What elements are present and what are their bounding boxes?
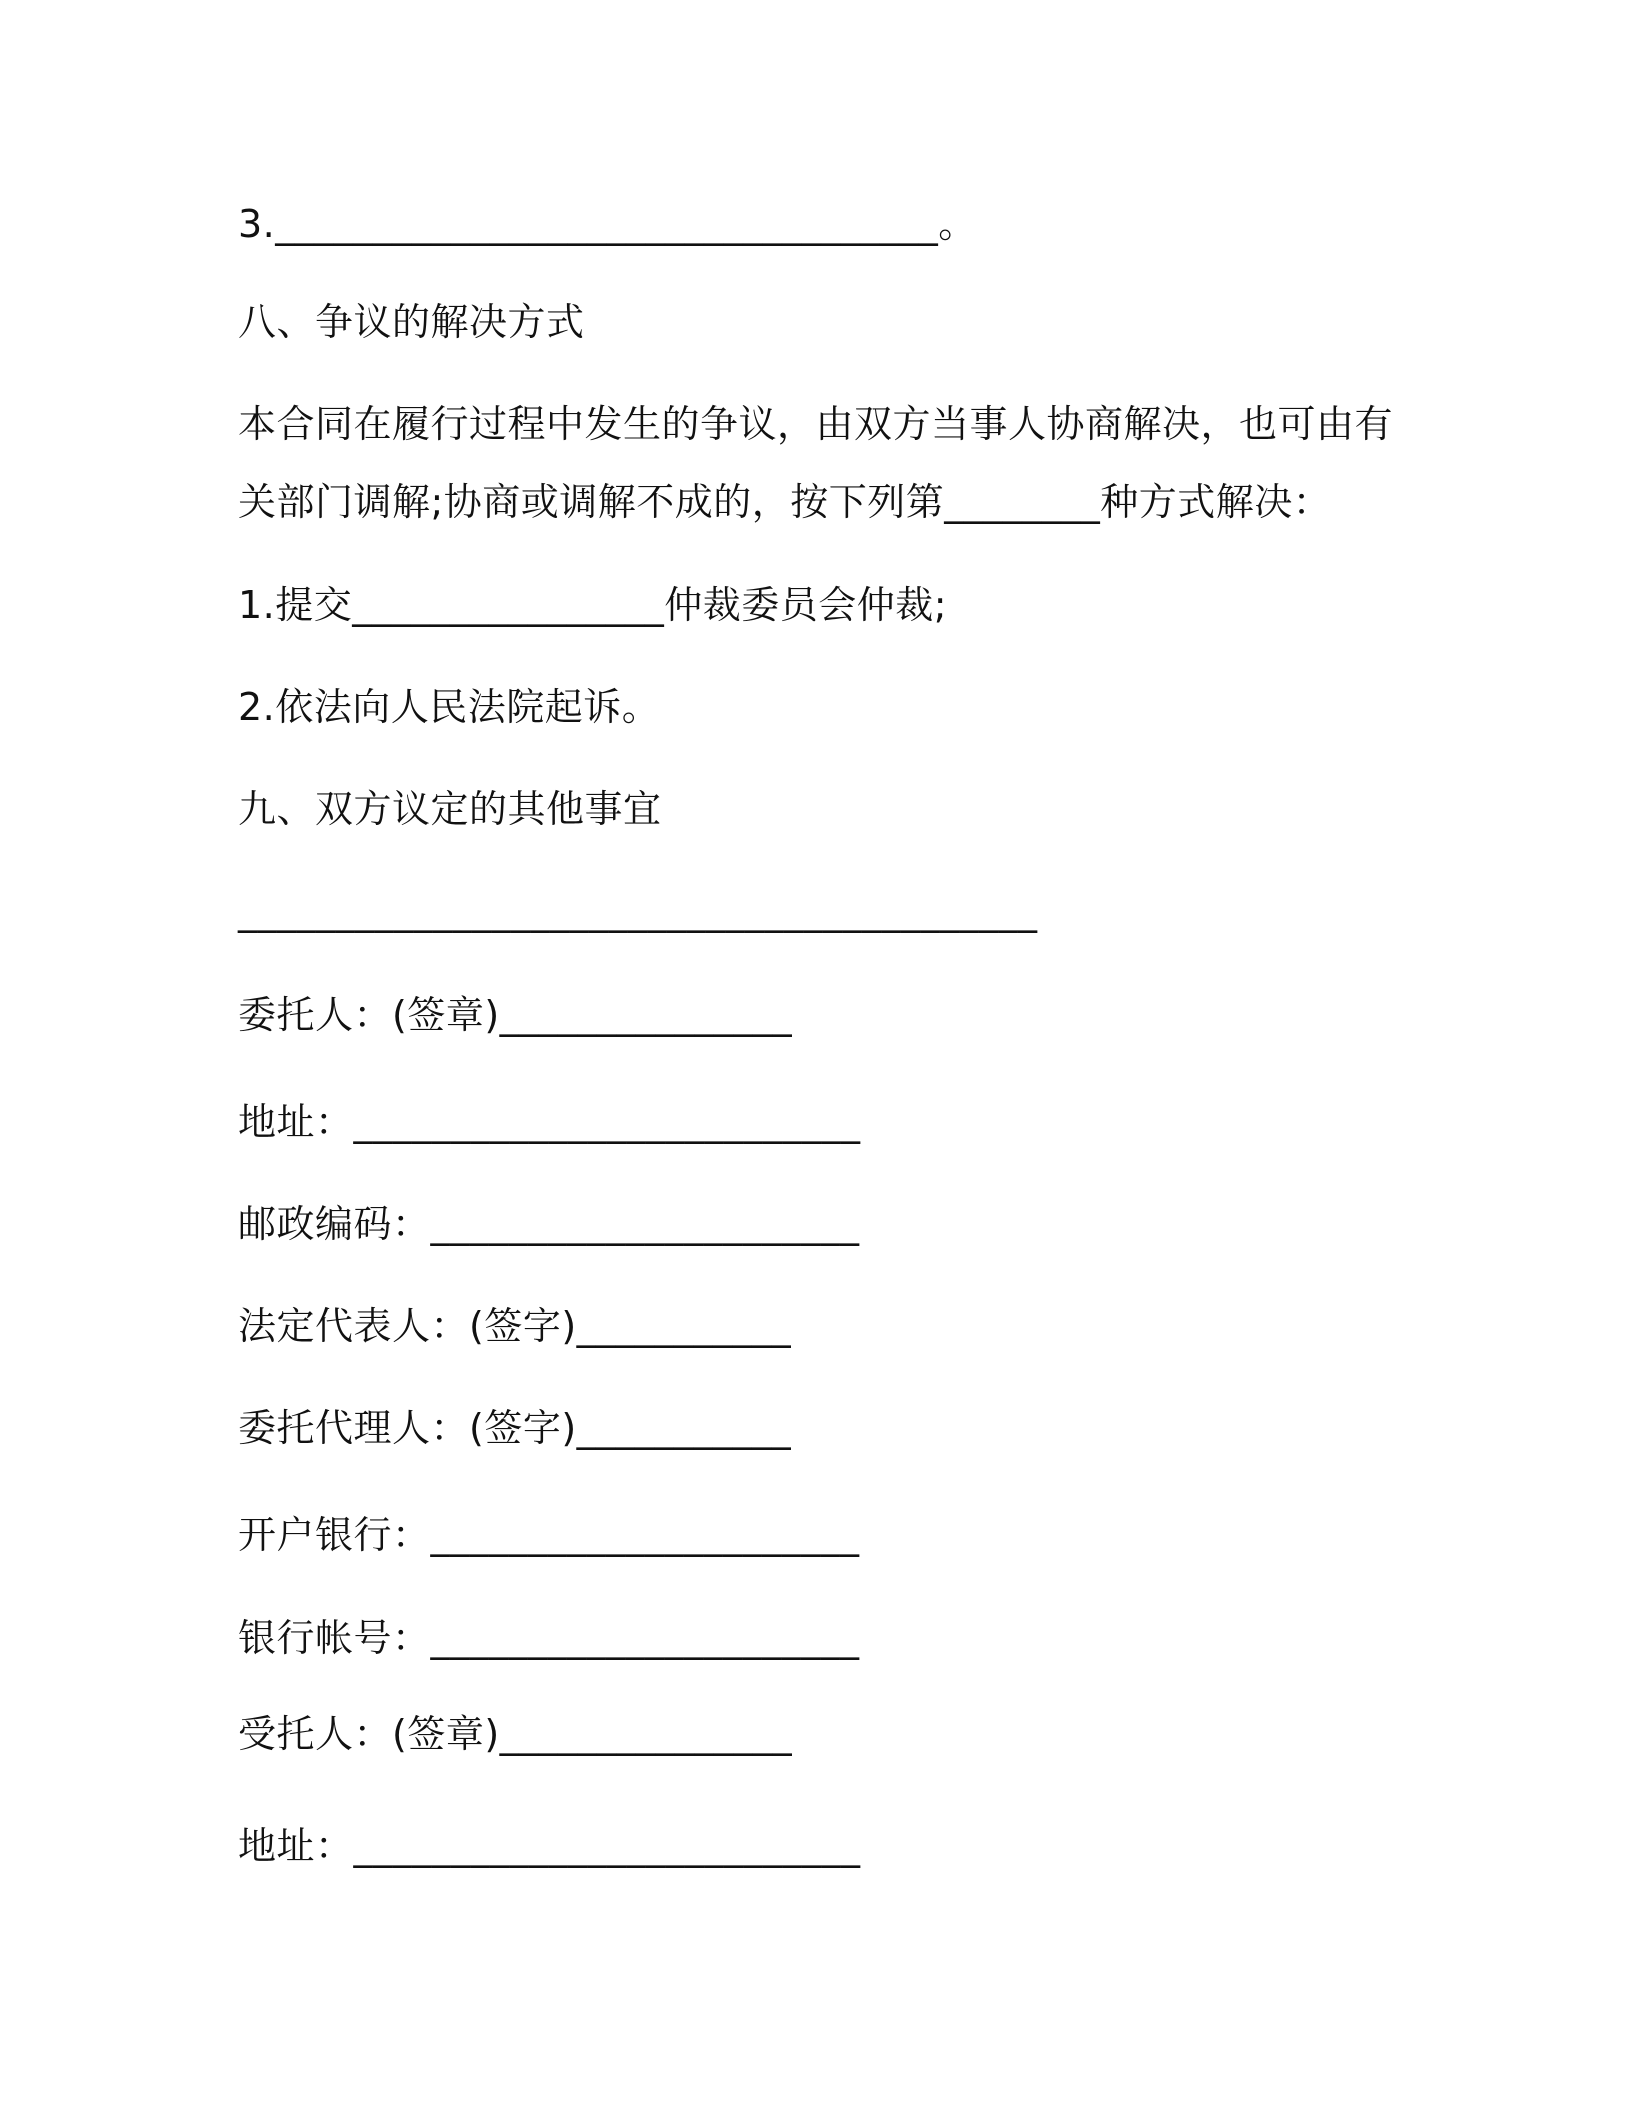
section-8-paragraph-line-2: 关部门调解;协商或调解不成的，按下列第________种方式解决：: [238, 480, 1332, 524]
trustee-address-line: 地址：__________________________: [238, 1824, 861, 1868]
clause-7-item-3: 3.__________________________________。: [238, 202, 977, 246]
section-9-heading: 九、双方议定的其他事宜: [238, 787, 662, 831]
bank-account-line: 银行帐号：______________________: [238, 1616, 860, 1660]
postal-code-line: 邮政编码：______________________: [238, 1202, 860, 1246]
trustee-signature-line: 受托人：(签章)_______________: [238, 1712, 793, 1756]
client-signature-line: 委托人：(签章)_______________: [238, 993, 793, 1037]
section-8-option-1: 1.提交________________仲裁委员会仲裁;: [238, 583, 948, 627]
legal-representative-line: 法定代表人：(签字)___________: [238, 1304, 792, 1348]
section-8-heading: 八、争议的解决方式: [238, 300, 585, 344]
section-8-option-2: 2.依法向人民法院起诉。: [238, 685, 661, 729]
bank-name-line: 开户银行：______________________: [238, 1513, 860, 1557]
authorized-agent-line: 委托代理人：(签字)___________: [238, 1406, 792, 1450]
section-8-paragraph-line-1: 本合同在履行过程中发生的争议，由双方当事人协商解决，也可由有: [238, 402, 1394, 446]
client-address-line: 地址：__________________________: [238, 1100, 861, 1144]
section-9-blank-line: _________________________________________: [238, 889, 1038, 933]
